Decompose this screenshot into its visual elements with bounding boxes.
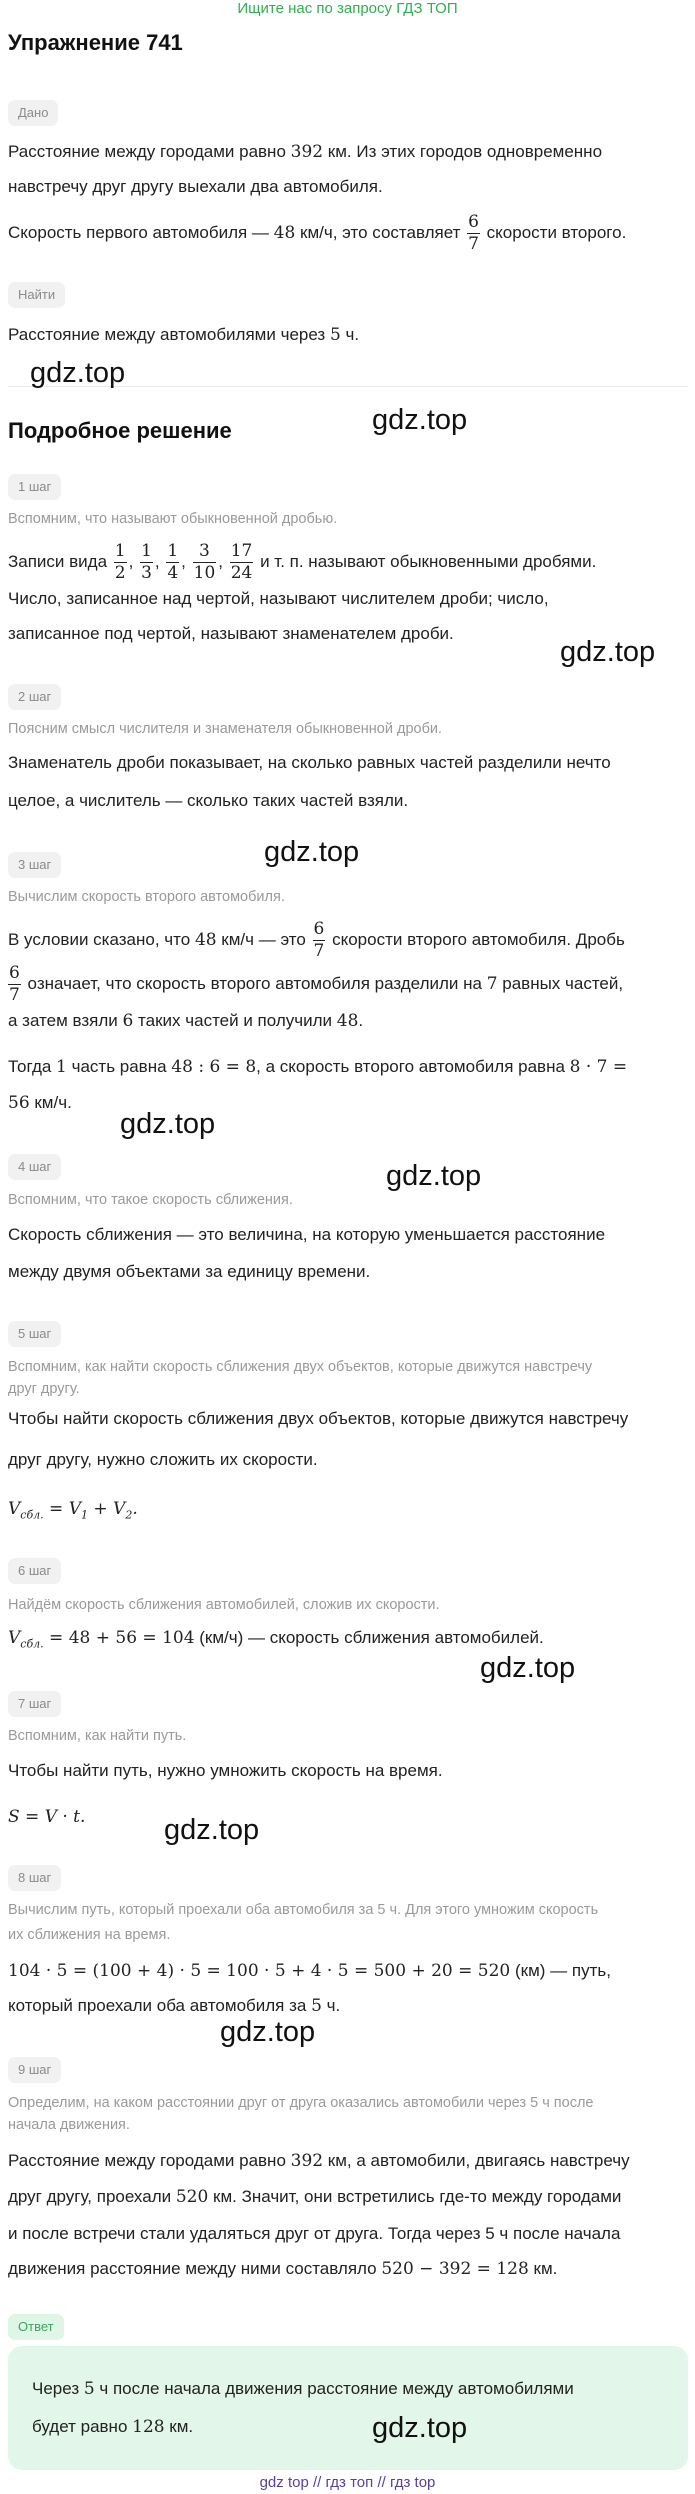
footer-link-gdz-top-ru[interactable]: гдз топ xyxy=(325,2474,374,2491)
step-3-line-3: а затем взяли 6 таких частей и получили 48. xyxy=(8,1011,364,1031)
step-6-line: $V_{сбл.} = 48 + 56 = 104$ (км/ч) — скорость сближения автомобилей. xyxy=(8,1628,544,1651)
tag-step-3: 3 шаг xyxy=(8,852,61,878)
step-8-note-1: Вычислим путь, который проехали оба автомобиля за 5 ч. Для этого умножим скорость xyxy=(8,1902,599,1918)
footer-link-gdz-top-mixed[interactable]: гдз top xyxy=(389,2474,436,2491)
watermark: gdz.top xyxy=(220,2016,316,2048)
step-5-formula: $V_{сбл.} = V_1 + V_2$. xyxy=(8,1499,138,1522)
find-line: Расстояние между автомобилями через 5 ч. xyxy=(8,325,360,345)
step-1-line-2: Число, записанное над чертой, называют числителем дроби; число, xyxy=(8,589,549,608)
tag-step-2: 2 шаг xyxy=(8,684,61,710)
answer-line-2: будет равно 128 км. xyxy=(32,2417,194,2437)
step-3-note: Вычислим скорость второго автомобиля. xyxy=(8,889,285,905)
given-line-2: навстречу друг другу выехали два автомобиля. xyxy=(8,177,383,196)
watermark: gdz.top xyxy=(120,1108,216,1140)
watermark: gdz.top xyxy=(560,636,656,668)
step-4-line-2: между двумя объектами за единицу времени. xyxy=(8,1262,371,1281)
step-2-line-2: целое, а числитель — сколько таких частей взяли. xyxy=(8,791,409,810)
tag-step-6: 6 шаг xyxy=(8,1558,61,1584)
watermark: gdz.top xyxy=(264,836,360,868)
tag-answer: Ответ xyxy=(8,2314,64,2340)
step-1-note: Вспомним, что называют обыкновенной дробью. xyxy=(8,511,338,527)
step-3-line-4: Тогда 1 часть равна 48 : 6 = 8, а скорость второго автомобиля равна 8 · 7 = xyxy=(8,1057,628,1077)
page-title: Упражнение 741 xyxy=(8,30,183,55)
footer-separator: // xyxy=(377,2474,386,2491)
step-2-note: Поясним смысл числителя и знаменателя обыкновенной дроби. xyxy=(8,721,443,737)
step-5-note-2: друг другу. xyxy=(8,1381,80,1397)
step-9-line-3: и после встречи стали удаляться друг от друга. Тогда через 5 ч после начала xyxy=(8,2224,621,2243)
watermark: gdz.top xyxy=(480,1652,576,1684)
answer-box xyxy=(8,2346,688,2470)
step-5-line-2: друг другу, нужно сложить их скорости. xyxy=(8,1450,318,1469)
footer-link-gdz-top[interactable]: gdz top xyxy=(259,2474,309,2491)
step-1-line-3: записанное под чертой, называют знаменателем дроби. xyxy=(8,624,454,643)
step-7-line: Чтобы найти путь, нужно умножить скорость на время. xyxy=(8,1761,443,1780)
step-2-line-1: Знаменатель дроби показывает, на сколько равных частей разделили нечто xyxy=(8,753,611,772)
footer-separator: // xyxy=(312,2474,322,2491)
search-hint[interactable]: Ищите нас по запросу ГДЗ ТОП xyxy=(237,0,458,17)
step-8-line-2: который проехали оба автомобиля за 5 ч. xyxy=(8,1996,341,2016)
step-5-line-1: Чтобы найти скорость сближения двух объектов, которые движутся навстречу xyxy=(8,1409,629,1428)
tag-find: Найти xyxy=(8,282,65,308)
step-1-line-1: Записи вида $\frac{1}{2}$ , $\frac{1}{3}$ , $\frac{1}{4}$ , $\frac{3}{10}$ , $\frac{17}{24}$ и т. п. называют обыкновенными дробями. xyxy=(8,541,597,584)
tag-step-5: 5 шаг xyxy=(8,1321,61,1347)
step-9-note-1: Определим, на каком расстоянии друг от друга оказались автомобили через 5 ч после xyxy=(8,2095,594,2111)
step-7-formula: S = V · t. xyxy=(8,1807,86,1827)
tag-step-1: 1 шаг xyxy=(8,474,61,500)
fraction: $\frac{6}{7}$ xyxy=(468,212,479,254)
step-7-note: Вспомним, как найти путь. xyxy=(8,1728,187,1744)
step-6-note: Найдём скорость сближения автомобилей, сложив их скорости. xyxy=(8,1597,440,1613)
watermark: gdz.top xyxy=(386,1160,482,1192)
watermark: gdz.top xyxy=(30,357,126,389)
step-3-line-5: 56 км/ч. xyxy=(8,1093,72,1113)
watermark: gdz.top xyxy=(164,1814,260,1846)
step-9-line-4: движения расстояние между ними составляло 520 − 392 = 128 км. xyxy=(8,2259,558,2279)
tag-step-7: 7 шаг xyxy=(8,1691,61,1717)
watermark: gdz.top xyxy=(372,404,468,436)
step-9-line-2: друг другу, проехали 520 км. Значит, они встретились где-то между городами xyxy=(8,2187,622,2207)
step-8-line-1: 104 · 5 = (100 + 4) · 5 = 100 · 5 + 4 · 5 = 500 + 20 = 520 (км) — путь, xyxy=(8,1961,611,1981)
step-8-note-2: их сближения на время. xyxy=(8,1927,171,1943)
step-3-line-1: В условии сказано, что 48 км/ч — это $\frac{6}{7}$ скорости второго автомобиля. Дробь xyxy=(8,919,625,962)
given-line-3: Скорость первого автомобиля — 48 км/ч, это составляет $\frac{6}{7}$ скорости второго. xyxy=(8,212,627,254)
step-5-note-1: Вспомним, как найти скорость сближения двух объектов, которые движутся навстречу xyxy=(8,1359,593,1375)
solution-title: Подробное решение xyxy=(8,418,232,443)
step-9-line-1: Расстояние между городами равно 392 км, а автомобили, двигаясь навстречу xyxy=(8,2151,630,2171)
tag-given: Дано xyxy=(8,100,58,126)
tag-step-8: 8 шаг xyxy=(8,1865,61,1891)
step-4-note: Вспомним, что такое скорость сближения. xyxy=(8,1192,293,1208)
watermark: gdz.top xyxy=(372,2412,468,2444)
step-4-line-1: Скорость сближения — это величина, на которую уменьшается расстояние xyxy=(8,1225,606,1244)
tag-step-9: 9 шаг xyxy=(8,2057,61,2083)
step-3-line-2: $\frac{6}{7}$ означает, что скорость второго автомобиля разделили на 7 равных частей, xyxy=(9,963,624,1006)
footer-links xyxy=(0,2474,695,2491)
answer-line-1: Через 5 ч после начала движения расстояние между автомобилями xyxy=(32,2379,574,2399)
tag-step-4: 4 шаг xyxy=(8,1154,61,1180)
step-9-note-2: начала движения. xyxy=(8,2117,130,2133)
given-line-1: Расстояние между городами равно 392 км. Из этих городов одновременно xyxy=(8,142,603,162)
